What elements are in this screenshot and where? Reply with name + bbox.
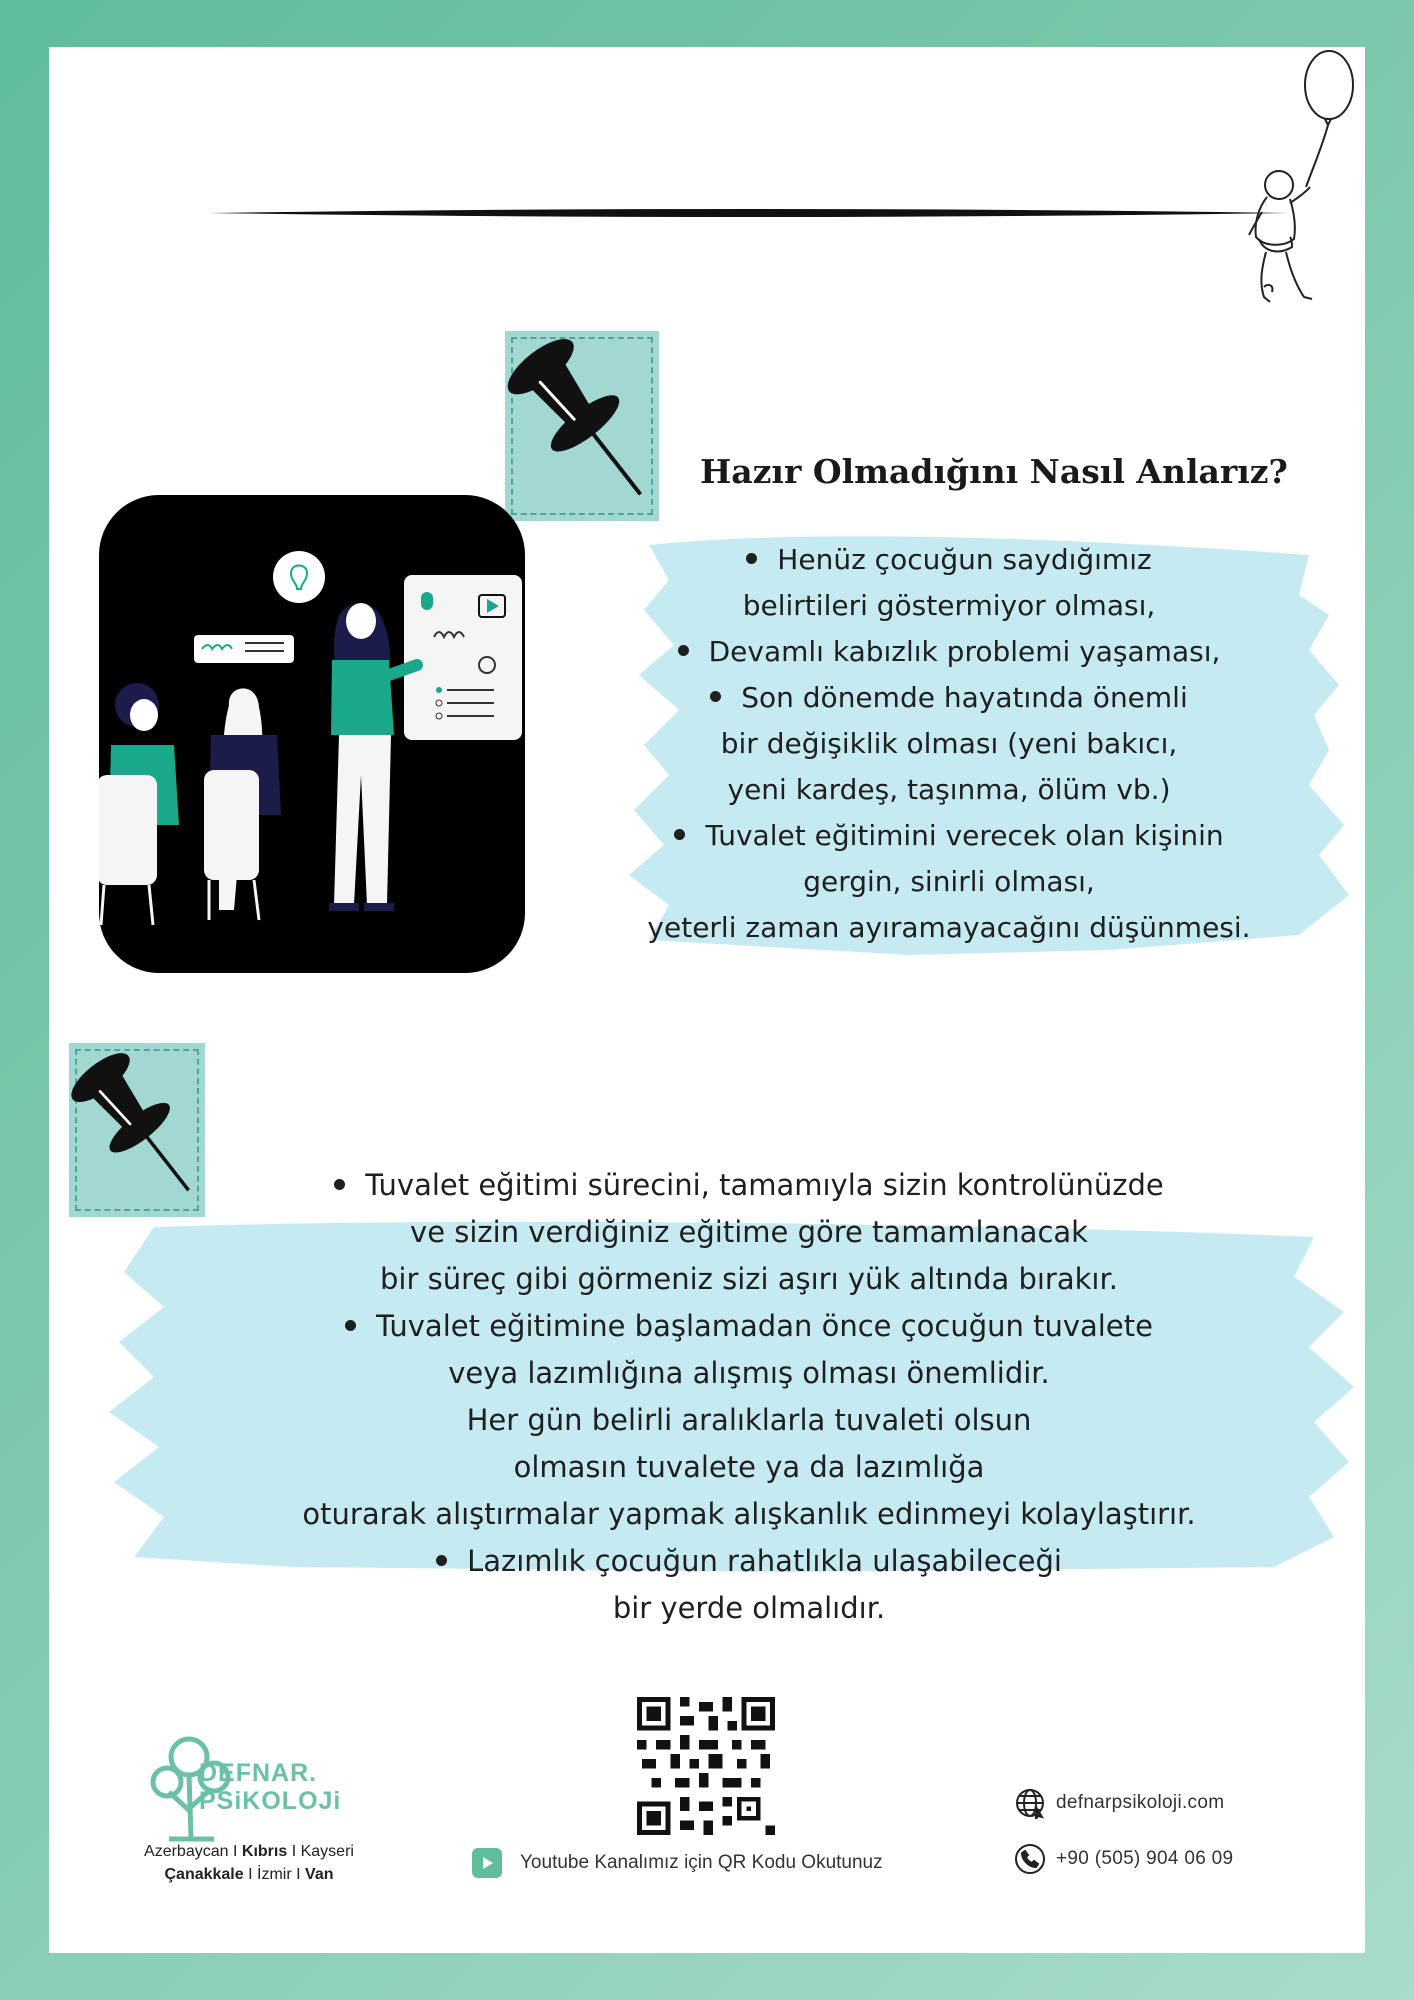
bullet-icon (746, 553, 757, 564)
list-line: Tuvalet eğitimine başlamadan önce çocuğun tuvalete (179, 1303, 1319, 1350)
list-line: bir süreç gibi görmeniz sizi aşırı yük altında bırakır. (380, 1262, 1118, 1296)
readiness-signs-list (579, 537, 1319, 951)
list-line: belirtileri göstermiyor olması, (742, 589, 1156, 622)
list-line: oturarak alıştırmalar yapmak alışkanlık edinmeyi kolaylaştırır. (302, 1497, 1196, 1531)
globe-icon (1014, 1787, 1046, 1819)
youtube-icon (472, 1848, 502, 1878)
list-line: veya lazımlığına alışmış olması önemlidir. (448, 1356, 1050, 1390)
phone-contact[interactable]: +90 (505) 904 06 09 (1014, 1843, 1233, 1875)
pushpin-icon (505, 331, 659, 521)
bullet-icon (436, 1555, 447, 1566)
list-line: bir yerde olmalıdır. (612, 1591, 886, 1625)
phone-icon (1014, 1843, 1046, 1875)
divider-line (209, 207, 1289, 219)
list-line: yeterli zaman ayıramayacağını düşünmesi. (647, 911, 1251, 944)
list-line: Devamlı kabızlık problemi yaşaması, (579, 629, 1319, 675)
list-line: Son dönemde hayatında önemli (579, 675, 1319, 721)
list-line: Her gün belirli aralıklarla tuvaleti olsun (466, 1403, 1032, 1437)
section-title: Hazır Olmadığını Nasıl Anlarız? (700, 452, 1288, 491)
bullet-icon (674, 829, 685, 840)
poster-page (49, 47, 1365, 1953)
bullet-icon (334, 1179, 345, 1190)
list-line: Henüz çocuğun saydığımız (579, 537, 1319, 583)
bullet-icon (345, 1320, 356, 1331)
training-tips-list (179, 1162, 1319, 1632)
balloon-child-illustration (1204, 47, 1354, 317)
list-line: Tuvalet eğitimi sürecini, tamamıyla sizin kontrolünüzde (179, 1162, 1319, 1209)
youtube-qr-caption: Youtube Kanalımız için QR Kodu Okutunuz (472, 1847, 883, 1879)
locations-list: Azerbaycan I Kıbrıs I Kayseri Çanakkale I İzmir I Van (144, 1843, 354, 1883)
list-line: Tuvalet eğitimini verecek olan kişinin (579, 813, 1319, 859)
bullet-icon (710, 691, 721, 702)
list-line: gergin, sinirli olması, (803, 865, 1095, 898)
pin-card-top (505, 331, 659, 521)
bullet-icon (678, 645, 689, 656)
list-line: olmasın tuvalete ya da lazımlığa (513, 1450, 985, 1484)
website-contact[interactable]: defnarpsikoloji.com (1014, 1787, 1224, 1819)
list-line: yeni kardeş, taşınma, ölüm vb.) (727, 773, 1171, 806)
youtube-qr-code[interactable] (637, 1697, 775, 1835)
list-line: bir değişiklik olması (yeni bakıcı, (720, 727, 1178, 760)
list-line: ve sizin verdiğiniz eğitime göre tamamlanacak (410, 1215, 1088, 1249)
brand-wordmark: DEFNAR. PSiKOLOJi (199, 1759, 342, 1815)
classroom-illustration (99, 495, 525, 973)
list-line: Lazımlık çocuğun rahatlıkla ulaşabileceği (179, 1538, 1319, 1585)
